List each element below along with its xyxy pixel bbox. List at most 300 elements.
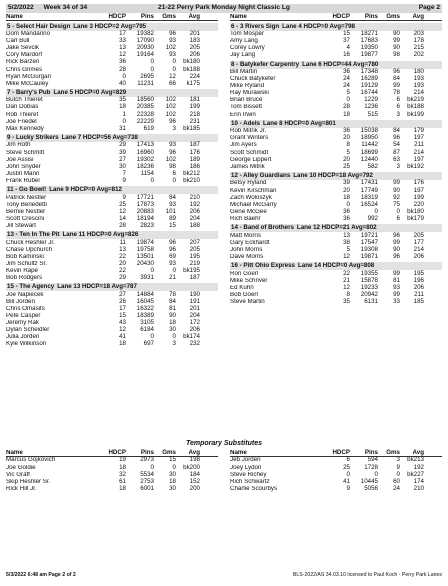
- player-average: 224: [189, 72, 200, 80]
- player-pins: 19874: [136, 238, 154, 246]
- player-pins: 18699: [360, 148, 378, 156]
- player-hdcp: 0: [346, 470, 350, 478]
- player-row: [230, 111, 442, 118]
- player-games: 30: [169, 470, 176, 478]
- player-average: bk174: [183, 332, 200, 340]
- player-average: 187: [189, 141, 200, 149]
- player-games: 69: [169, 252, 176, 260]
- player-average: bk213: [407, 456, 424, 464]
- player-average: 179: [413, 127, 424, 135]
- player-name: Patrick Nestler: [6, 194, 47, 201]
- player-hdcp: 19: [119, 456, 126, 464]
- player-hdcp: 6: [346, 456, 350, 464]
- player-games: 6: [396, 103, 400, 111]
- player-row: [230, 457, 442, 464]
- player-pins: 18560: [136, 96, 154, 104]
- player-pins: 2973: [140, 456, 154, 464]
- player-games: 84: [169, 193, 176, 201]
- header-pins: Pins: [140, 12, 154, 20]
- team-name: 11 - Go Bowl!: [7, 186, 47, 194]
- player-hdcp: 31: [119, 124, 126, 132]
- player-average: 195: [413, 269, 424, 277]
- player-hdcp: 8: [346, 290, 350, 298]
- temporary-substitutes: [6, 450, 442, 492]
- player-name: Justin Mann: [6, 170, 40, 177]
- header-avg: Avg: [412, 12, 424, 20]
- header-gms: Gms: [162, 448, 176, 456]
- player-average: 201: [189, 304, 200, 312]
- player-pins: 18950: [360, 134, 378, 142]
- player-row: [6, 125, 218, 132]
- player-row: [6, 298, 218, 305]
- player-games: 90: [393, 245, 400, 253]
- team-block: [6, 89, 218, 132]
- player-row: [6, 341, 218, 348]
- player-games: 93: [169, 141, 176, 149]
- player-row: [6, 485, 218, 492]
- team-name: 7 - Barry's Pub: [7, 89, 51, 96]
- player-row: [6, 464, 218, 471]
- player-hdcp: 0: [122, 117, 126, 125]
- player-row: [6, 291, 218, 298]
- team-block: [230, 120, 442, 170]
- team-name: 13 - Ten In The Pit: [7, 231, 60, 239]
- player-average: 199: [189, 103, 200, 111]
- player-pins: 19355: [360, 269, 378, 277]
- player-name: Kyle Wilkinson: [6, 340, 47, 347]
- player-games: 3: [396, 162, 400, 170]
- team-name: 14 - Band of Brothers: [231, 224, 294, 231]
- player-average: 211: [414, 290, 424, 298]
- header-avg: Avg: [412, 448, 424, 456]
- player-pins: 15878: [360, 276, 378, 284]
- player-average: bk192: [407, 162, 424, 170]
- week-label: Week 34 of 34: [43, 4, 88, 12]
- player-average: k175: [186, 79, 200, 87]
- player-games: 63: [393, 155, 400, 163]
- player-games: 99: [393, 179, 400, 187]
- player-name: Joey Lydon: [230, 464, 262, 471]
- player-average: bk180: [407, 207, 424, 215]
- player-row: [230, 69, 442, 76]
- player-average: 197: [413, 155, 424, 163]
- player-average: 205: [413, 231, 424, 239]
- player-games: 99: [393, 238, 400, 246]
- player-average: bk188: [407, 103, 424, 111]
- player-hdcp: 20: [343, 155, 350, 163]
- player-average: 174: [413, 477, 424, 485]
- player-hdcp: 18: [119, 339, 126, 347]
- player-pins: 14884: [136, 290, 154, 298]
- player-pins: 17431: [360, 179, 378, 187]
- player-row: [6, 305, 218, 312]
- player-hdcp: 18: [119, 103, 126, 111]
- player-hdcp: 17: [119, 304, 126, 312]
- player-name: Corey Lowry: [230, 45, 265, 52]
- header-gms: Gms: [386, 12, 400, 20]
- player-hdcp: 9: [122, 176, 126, 184]
- subs-right-column: [230, 450, 442, 492]
- player-hdcp: 5: [346, 245, 350, 253]
- player-row: [230, 187, 442, 194]
- player-pins: 1728: [364, 463, 378, 471]
- player-hdcp: 27: [119, 290, 126, 298]
- player-hdcp: 27: [119, 155, 126, 163]
- player-pins: 6001: [140, 484, 154, 492]
- player-average: 197: [413, 134, 424, 142]
- team-info: Lane 6 HDCP=44 Avg=780: [302, 60, 379, 68]
- team-info: Lane 11 HDCP=0 Avg=826: [62, 231, 139, 239]
- player-games: 90: [393, 44, 400, 52]
- player-name: Ron Goerl: [230, 270, 259, 277]
- player-hdcp: 12: [343, 252, 350, 260]
- player-name: Jeb Jorden: [230, 457, 261, 464]
- header-pins: Pins: [364, 448, 378, 456]
- player-row: [6, 319, 218, 326]
- player-average: 177: [413, 238, 424, 246]
- player-name: Rick Barzen: [6, 59, 40, 66]
- player-hdcp: 9: [122, 193, 126, 201]
- player-name: Dan Dobias: [6, 104, 39, 111]
- player-name: Marcus Gojkovich: [6, 457, 56, 464]
- header-gms: Gms: [162, 12, 176, 20]
- player-name: Tom Mosper: [230, 31, 265, 38]
- player-average: 193: [413, 82, 424, 90]
- player-games: 96: [393, 252, 400, 260]
- player-name: Amy Lang: [230, 38, 258, 45]
- player-pins: 0: [150, 332, 154, 340]
- team-block: [230, 23, 442, 59]
- player-average: bk227: [407, 470, 424, 478]
- header-hdcp: HDCP: [108, 448, 126, 456]
- player-pins: 992: [367, 214, 378, 222]
- player-hdcp: 13: [119, 245, 126, 253]
- player-games: 101: [165, 207, 176, 215]
- player-name: Pete Casper: [6, 312, 41, 319]
- player-games: 96: [393, 134, 400, 142]
- player-hdcp: 12: [119, 51, 126, 59]
- player-pins: 20930: [136, 44, 154, 52]
- player-games: 98: [393, 51, 400, 59]
- player-row: [6, 274, 218, 281]
- player-row: [6, 142, 218, 149]
- player-pins: 19302: [136, 155, 154, 163]
- player-games: 21: [169, 273, 176, 281]
- team-title: [230, 172, 442, 180]
- player-average: 231: [189, 117, 200, 125]
- player-hdcp: 5: [346, 89, 350, 97]
- player-pins: 17413: [136, 141, 154, 149]
- player-average: 183: [189, 37, 200, 45]
- player-average: 181: [189, 96, 200, 104]
- player-hdcp: 37: [343, 37, 350, 45]
- player-row: [6, 156, 218, 163]
- team-info: Lane 10 HDCP=18 Avg=792: [293, 172, 373, 179]
- player-hdcp: 7: [122, 169, 126, 177]
- team-title: [6, 283, 218, 291]
- player-average: 176: [413, 179, 424, 187]
- player-pins: 20385: [136, 103, 154, 111]
- player-average: 198: [189, 456, 200, 464]
- player-name: George Lippert: [230, 156, 272, 163]
- player-pins: 2695: [140, 72, 154, 80]
- player-name: Matt Morris: [230, 232, 261, 239]
- page-number: Page 2: [418, 4, 440, 12]
- player-games: 3: [172, 339, 176, 347]
- player-average: 206: [189, 207, 200, 215]
- player-hdcp: 24: [343, 82, 350, 90]
- player-games: 81: [393, 276, 400, 284]
- player-name: Ed Kuhn: [230, 284, 254, 291]
- player-row: [230, 83, 442, 90]
- player-hdcp: 29: [119, 141, 126, 149]
- team-block: [6, 23, 218, 87]
- player-games: 54: [393, 141, 400, 149]
- header-hdcp: HDCP: [332, 448, 350, 456]
- player-average: bk199: [407, 110, 424, 118]
- player-games: 99: [393, 290, 400, 298]
- player-games: 90: [169, 311, 176, 319]
- player-average: bk212: [183, 169, 200, 177]
- player-games: 0: [396, 470, 400, 478]
- player-average: 184: [189, 470, 200, 478]
- player-name: Brian Bruce: [230, 97, 263, 104]
- player-hdcp: 26: [119, 297, 126, 305]
- page-footer: [6, 573, 442, 580]
- player-row: [6, 80, 218, 87]
- player-hdcp: 39: [119, 148, 126, 156]
- player-pins: 1154: [140, 169, 154, 177]
- player-row: [230, 485, 442, 492]
- player-row: [230, 76, 442, 83]
- player-average: 232: [189, 339, 200, 347]
- player-name: Bill Jorden: [6, 298, 35, 305]
- player-pins: 5056: [364, 484, 378, 492]
- player-hdcp: 36: [343, 207, 350, 215]
- player-pins: 582: [367, 162, 378, 170]
- player-average: 204: [189, 214, 200, 222]
- player-hdcp: 25: [343, 463, 350, 471]
- team-name: 5 - Select Hair Design: [7, 22, 71, 30]
- player-hdcp: 39: [343, 179, 350, 187]
- player-hdcp: 5: [346, 148, 350, 156]
- player-name: Steve Richey: [230, 471, 267, 478]
- player-average: bk195: [183, 266, 200, 274]
- player-name: Chuck Batykefer: [230, 76, 276, 83]
- player-average: 204: [189, 311, 200, 319]
- player-hdcp: 12: [119, 325, 126, 333]
- player-row: [230, 142, 442, 149]
- player-hdcp: 22: [119, 266, 126, 274]
- player-average: 206: [189, 51, 200, 59]
- player-pins: 20430: [136, 259, 154, 267]
- player-hdcp: 36: [343, 68, 350, 76]
- team-block: [230, 172, 442, 222]
- player-average: 207: [189, 238, 200, 246]
- player-name: Michael McGarry: [230, 201, 277, 208]
- player-pins: 20942: [360, 290, 378, 298]
- team-info: Lane 14 HDCP=0 Avg=808: [297, 262, 375, 269]
- player-pins: 17348: [360, 68, 378, 76]
- player-name: Butch Thieret: [6, 97, 43, 104]
- player-average: 206: [413, 283, 424, 291]
- player-pins: 11442: [361, 141, 378, 149]
- player-hdcp: 20: [343, 134, 350, 142]
- player-hdcp: 12: [343, 283, 350, 291]
- player-row: [6, 97, 218, 104]
- player-row: [230, 52, 442, 59]
- player-pins: 697: [143, 339, 154, 347]
- header-avg: Avg: [188, 448, 200, 456]
- header-name: Name: [230, 449, 247, 456]
- player-pins: 16322: [136, 304, 154, 312]
- player-row: [6, 38, 218, 45]
- player-games: 90: [393, 30, 400, 38]
- player-average: bk200: [183, 463, 200, 471]
- player-row: [230, 298, 442, 305]
- player-average: 193: [413, 75, 424, 83]
- player-average: 214: [413, 89, 424, 97]
- player-row: [230, 253, 442, 260]
- player-games: 15: [169, 221, 176, 229]
- player-games: 99: [393, 37, 400, 45]
- player-name: Frank Rubel: [6, 177, 40, 184]
- player-games: 18: [169, 318, 176, 326]
- player-row: [6, 194, 218, 201]
- player-name: Jake Sevcik: [6, 45, 40, 52]
- player-hdcp: 36: [343, 214, 350, 222]
- team-title: [6, 231, 218, 239]
- player-hdcp: 18: [119, 463, 126, 471]
- player-games: 12: [169, 72, 176, 80]
- player-name: Dom Mandarino: [6, 31, 51, 38]
- player-hdcp: 12: [119, 207, 126, 215]
- player-name: Chuck Heshler Jr.: [6, 239, 55, 246]
- player-name: Julia Jorden: [6, 333, 40, 340]
- player-games: 81: [169, 304, 176, 312]
- team-name: 9 - Lucky Strikers: [7, 134, 59, 141]
- team-info: Lane 7 HDCP=56 Avg=738: [61, 134, 138, 141]
- player-games: 96: [169, 238, 176, 246]
- player-hdcp: 8: [346, 141, 350, 149]
- player-name: Chase Upchurch: [6, 246, 53, 253]
- player-games: 30: [169, 325, 176, 333]
- player-pins: 0: [150, 176, 154, 184]
- player-games: 99: [393, 82, 400, 90]
- player-name: Jim Roth: [6, 142, 31, 149]
- player-pins: 6184: [140, 325, 154, 333]
- team-info: Lane 5 HDCP=0 Avg=829: [53, 89, 127, 96]
- league-title: 21-22 Perry Park Monday Night Classic Lg: [158, 4, 290, 12]
- player-hdcp: 16: [343, 51, 350, 59]
- player-games: 93: [169, 200, 176, 208]
- player-pins: 19721: [360, 231, 378, 239]
- header-avg: Avg: [188, 12, 200, 20]
- player-pins: 0: [374, 207, 378, 215]
- player-name: Grant Winters: [230, 135, 269, 142]
- team-block: [6, 231, 218, 281]
- player-hdcp: 13: [119, 44, 126, 52]
- header-pins: Pins: [140, 448, 154, 456]
- player-hdcp: 28: [119, 221, 126, 229]
- player-average: bk179: [407, 214, 424, 222]
- player-pins: 18194: [136, 214, 154, 222]
- player-games: 78: [393, 89, 400, 97]
- player-games: 96: [393, 231, 400, 239]
- player-hdcp: 11: [119, 238, 126, 246]
- player-row: [230, 291, 442, 298]
- player-pins: 19308: [360, 245, 378, 253]
- player-pins: 594: [367, 456, 378, 464]
- player-row: [6, 312, 218, 319]
- team-name: 12 - Alley Guardians: [231, 172, 291, 179]
- player-name: Joe Friedel: [6, 118, 37, 125]
- team-info: Lane 9 HDCP=0 Avg=812: [49, 186, 122, 194]
- player-hdcp: 0: [122, 72, 126, 80]
- player-games: 84: [169, 297, 176, 305]
- player-name: Jill Stewart: [6, 222, 36, 229]
- player-name: Chris Omasits: [6, 305, 45, 312]
- player-name: Tom Bissett: [230, 104, 262, 111]
- player-pins: 619: [143, 124, 154, 132]
- player-row: [6, 253, 218, 260]
- player-name: James Mitrik: [230, 163, 265, 170]
- player-games: 60: [393, 477, 400, 485]
- player-games: 102: [165, 103, 176, 111]
- player-games: 18: [169, 477, 176, 485]
- header-pins: Pins: [364, 12, 378, 20]
- player-games: 96: [169, 30, 176, 38]
- player-games: 93: [169, 51, 176, 59]
- player-name: Jim Schultz Sr.: [6, 260, 47, 267]
- player-average: bk188: [183, 65, 200, 73]
- player-pins: 0: [150, 463, 154, 471]
- player-hdcp: 18: [343, 193, 350, 201]
- player-games: 9: [396, 463, 400, 471]
- team-info: Lane 4 HDCP=0 Avg=798: [282, 22, 355, 30]
- player-average: 201: [189, 30, 200, 38]
- player-pins: 22229: [136, 117, 154, 125]
- player-name: Vic Graff: [6, 471, 30, 478]
- player-row: [6, 149, 218, 156]
- column-header: [230, 14, 442, 21]
- player-row: [230, 31, 442, 38]
- player-hdcp: 30: [119, 162, 126, 170]
- player-name: Betsy Ryland: [230, 180, 267, 187]
- team-name: 16 - Pitt Ohio Express: [231, 262, 295, 269]
- team-block: [6, 283, 218, 347]
- team-title: [230, 120, 442, 128]
- player-pins: 1236: [364, 103, 378, 111]
- player-pins: 19164: [136, 51, 154, 59]
- player-hdcp: 41: [119, 332, 126, 340]
- player-pins: 17547: [360, 238, 378, 246]
- player-average: 192: [189, 200, 200, 208]
- player-pins: 22328: [136, 110, 154, 118]
- player-pins: 10445: [360, 477, 378, 485]
- player-row: [6, 111, 218, 118]
- team-block: [6, 134, 218, 184]
- team-info: Lane 8 HDCP=0 Avg=801: [263, 119, 336, 127]
- team-title: [230, 61, 442, 69]
- player-hdcp: 0: [346, 200, 350, 208]
- player-average: 206: [189, 325, 200, 333]
- player-row: [230, 194, 442, 201]
- player-hdcp: 20: [343, 186, 350, 194]
- player-pins: 0: [150, 58, 154, 66]
- team-block: [6, 186, 218, 229]
- player-pins: 19350: [360, 44, 378, 52]
